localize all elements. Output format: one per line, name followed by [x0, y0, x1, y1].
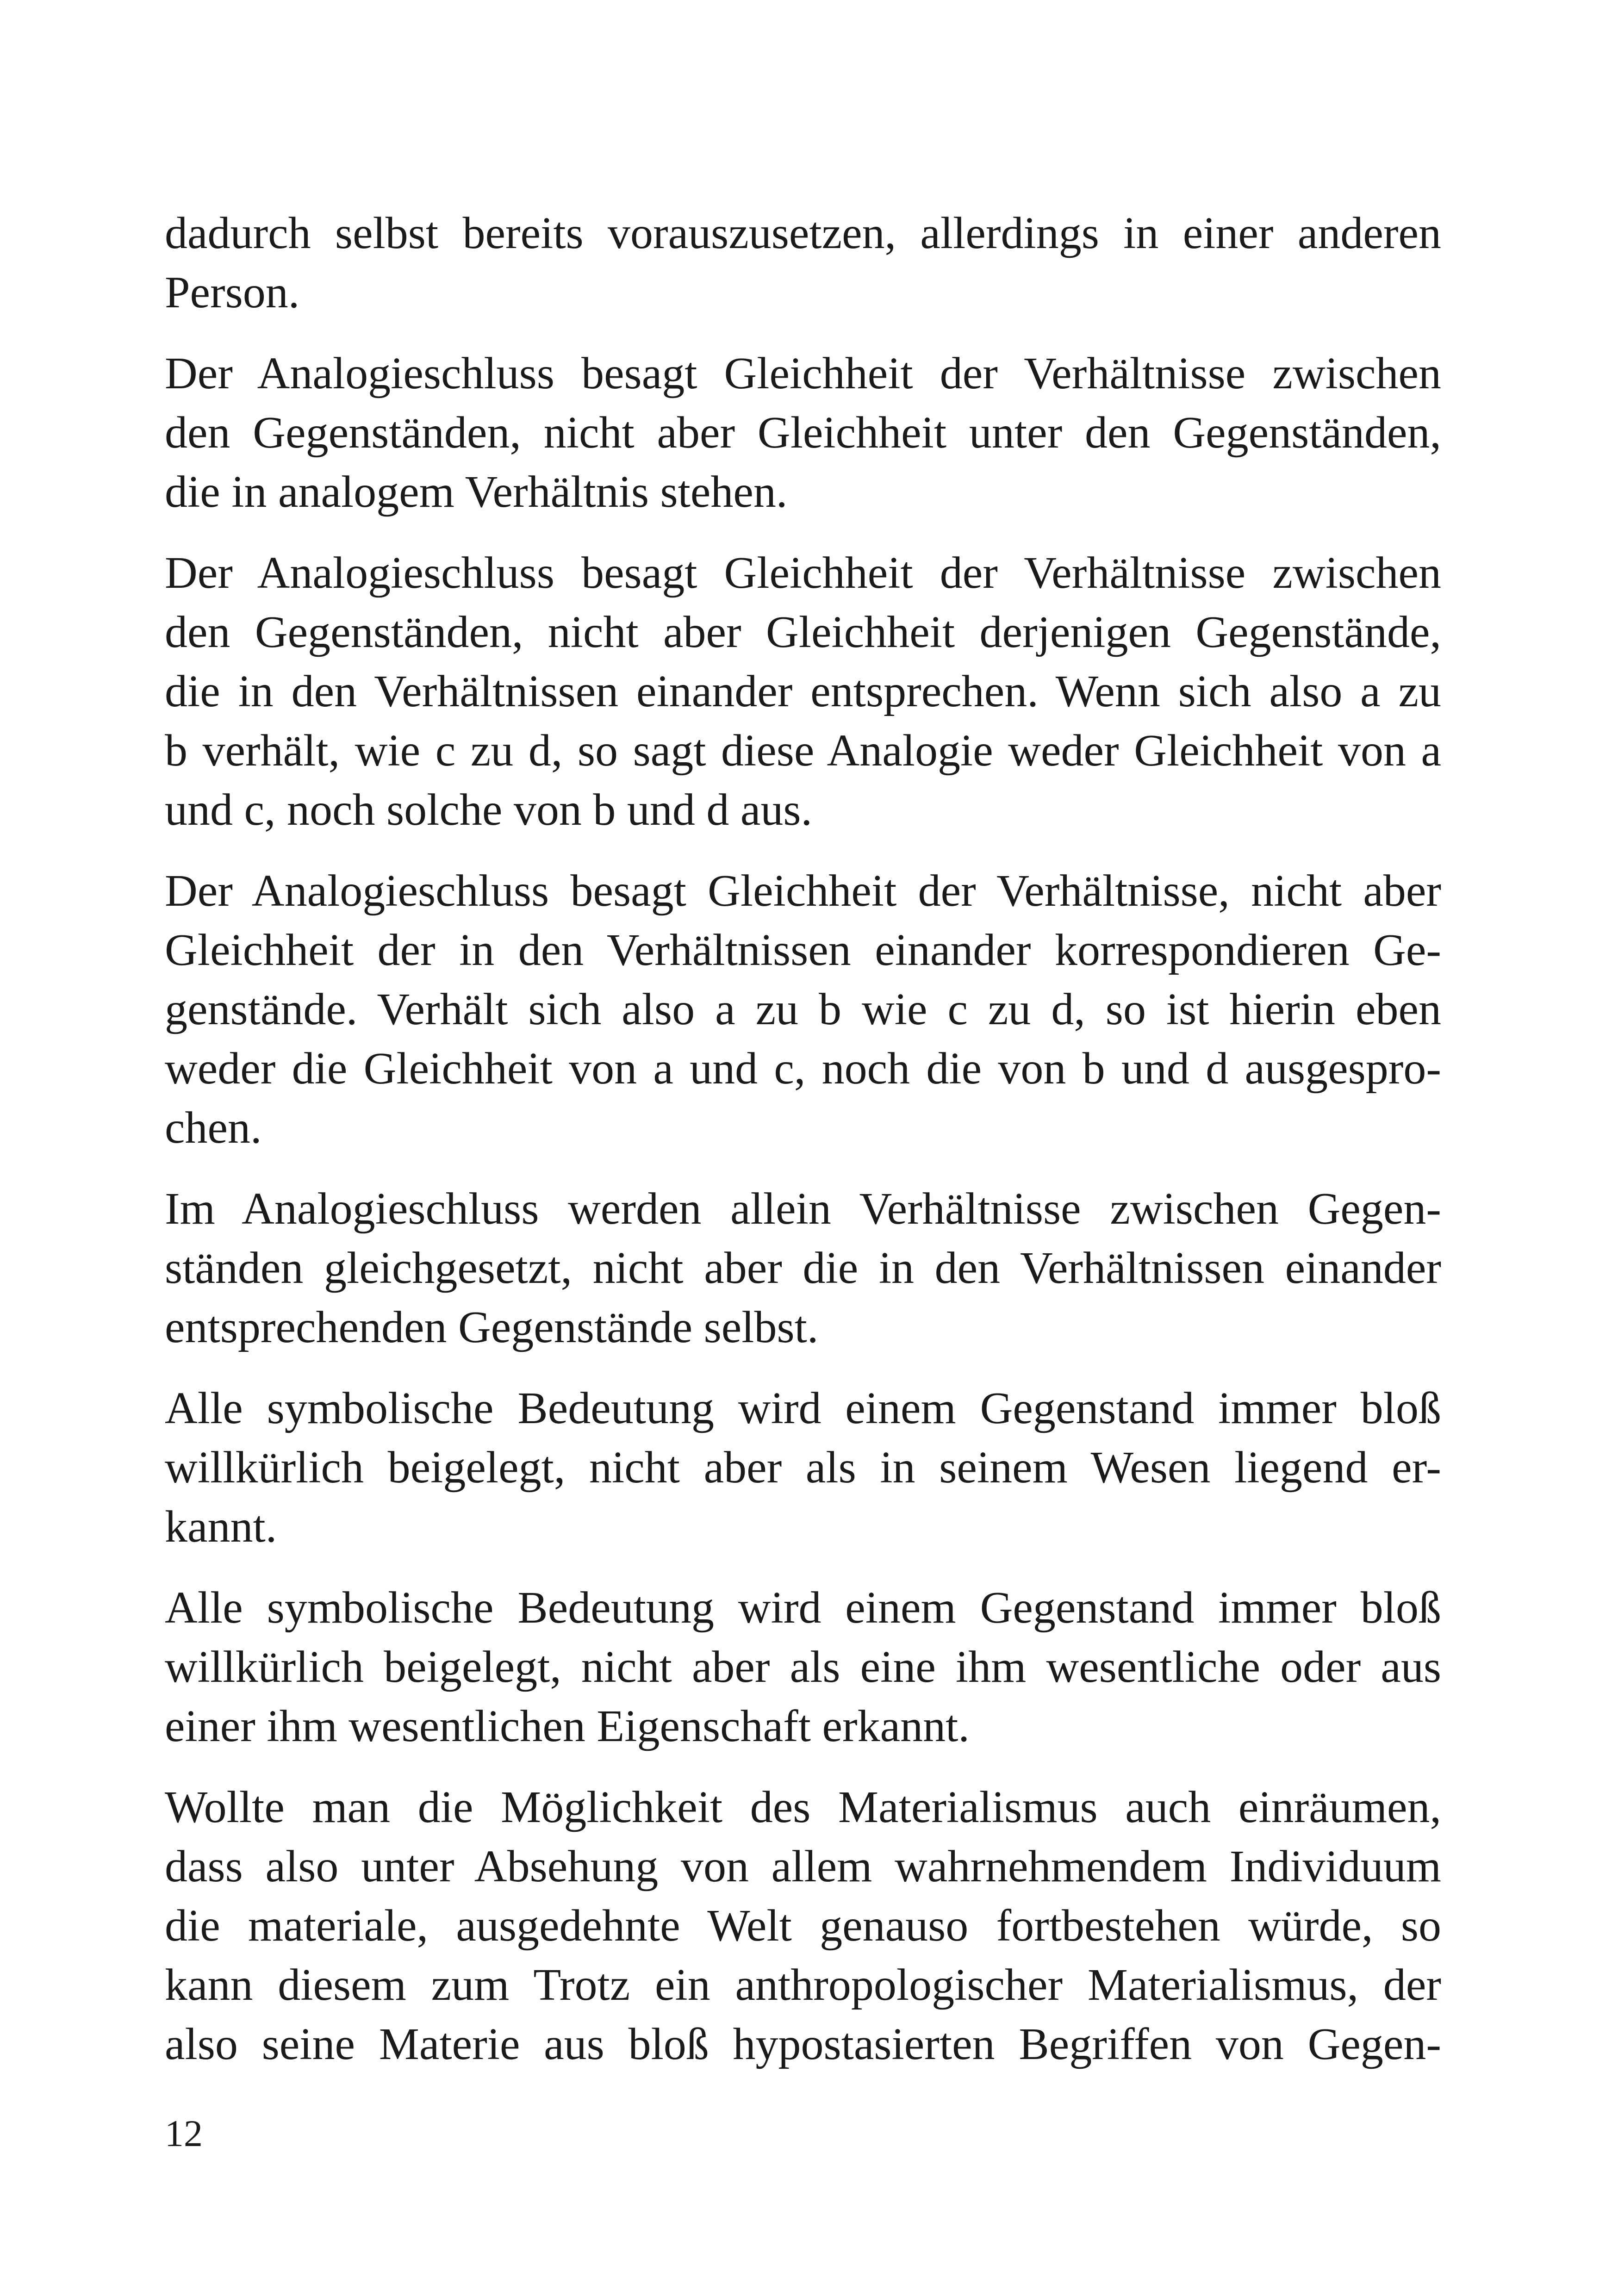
text-line: die materiale, ausgedehnte Welt genauso fortbestehen würde, so	[165, 1901, 1441, 1951]
text-line: die in den Verhältnissen einander entsprechen. Wenn sich also a zu	[165, 666, 1441, 716]
text-line: willkürlich beigelegt, nicht aber als in seinem Wesen liegend er-	[165, 1443, 1441, 1493]
text-line: den Gegenständen, nicht aber Gleichheit unter den Gegenständen,	[165, 408, 1441, 458]
text-line: Person.	[165, 268, 300, 317]
text-line: kannt.	[165, 1502, 277, 1552]
text-line: Wollte man die Möglichkeit des Materialismus auch einräumen,	[165, 1782, 1441, 1832]
paragraph	[165, 1778, 1441, 2074]
text-line: genstände. Verhält sich also a zu b wie c zu d, so ist hierin eben	[165, 984, 1441, 1034]
paragraph	[165, 543, 1441, 840]
text-line: einer ihm wesentlichen Eigenschaft erkannt.	[165, 1701, 970, 1751]
page-number: 12	[165, 2112, 203, 2154]
text-line: den Gegenständen, nicht aber Gleichheit derjenigen Gegenstände,	[165, 607, 1441, 657]
text-line: Alle symbolische Bedeutung wird einem Gegenstand immer bloß	[165, 1383, 1441, 1433]
text-line: Der Analogieschluss besagt Gleichheit der Verhältnisse, nicht aber	[165, 866, 1441, 916]
text-line: dass also unter Absehung von allem wahrnehmendem Individuum	[165, 1842, 1441, 1892]
text-line: Alle symbolische Bedeutung wird einem Gegenstand immer bloß	[165, 1583, 1441, 1633]
paragraph	[165, 1179, 1441, 1357]
paragraph	[165, 1578, 1441, 1756]
text-line: ständen gleichgesetzt, nicht aber die in den Verhältnissen einander	[165, 1243, 1441, 1293]
paragraph	[165, 861, 1441, 1157]
body-text	[165, 204, 1441, 2074]
text-line: die in analogem Verhältnis stehen.	[165, 467, 788, 517]
text-line: also seine Materie aus bloß hypostasierten Begriffen von Gegen-	[165, 2019, 1441, 2069]
text-line: willkürlich beigelegt, nicht aber als eine ihm wesentliche oder aus	[165, 1642, 1441, 1692]
text-line: Im Analogieschluss werden allein Verhältnisse zwischen Gegen-	[165, 1184, 1441, 1234]
paragraph	[165, 204, 1441, 322]
text-line: dadurch selbst bereits vorauszusetzen, allerdings in einer anderen	[165, 208, 1441, 258]
text-line: b verhält, wie c zu d, so sagt diese Analogie weder Gleichheit von a	[165, 726, 1441, 776]
text-line: Der Analogieschluss besagt Gleichheit der Verhältnisse zwischen	[165, 348, 1441, 398]
text-line: weder die Gleichheit von a und c, noch die von b und d ausgespro-	[165, 1044, 1441, 1094]
text-line: Gleichheit der in den Verhältnissen einander korrespondieren Ge-	[165, 925, 1441, 975]
text-line: Der Analogieschluss besagt Gleichheit der Verhältnisse zwischen	[165, 548, 1441, 598]
paragraph	[165, 344, 1441, 522]
paragraph	[165, 1379, 1441, 1556]
text-line: kann diesem zum Trotz ein anthropologischer Materialismus, der	[165, 1960, 1441, 2010]
text-line: chen.	[165, 1103, 262, 1153]
text-line: und c, noch solche von b und d aus.	[165, 785, 812, 835]
text-line: entsprechenden Gegenstände selbst.	[165, 1302, 819, 1352]
